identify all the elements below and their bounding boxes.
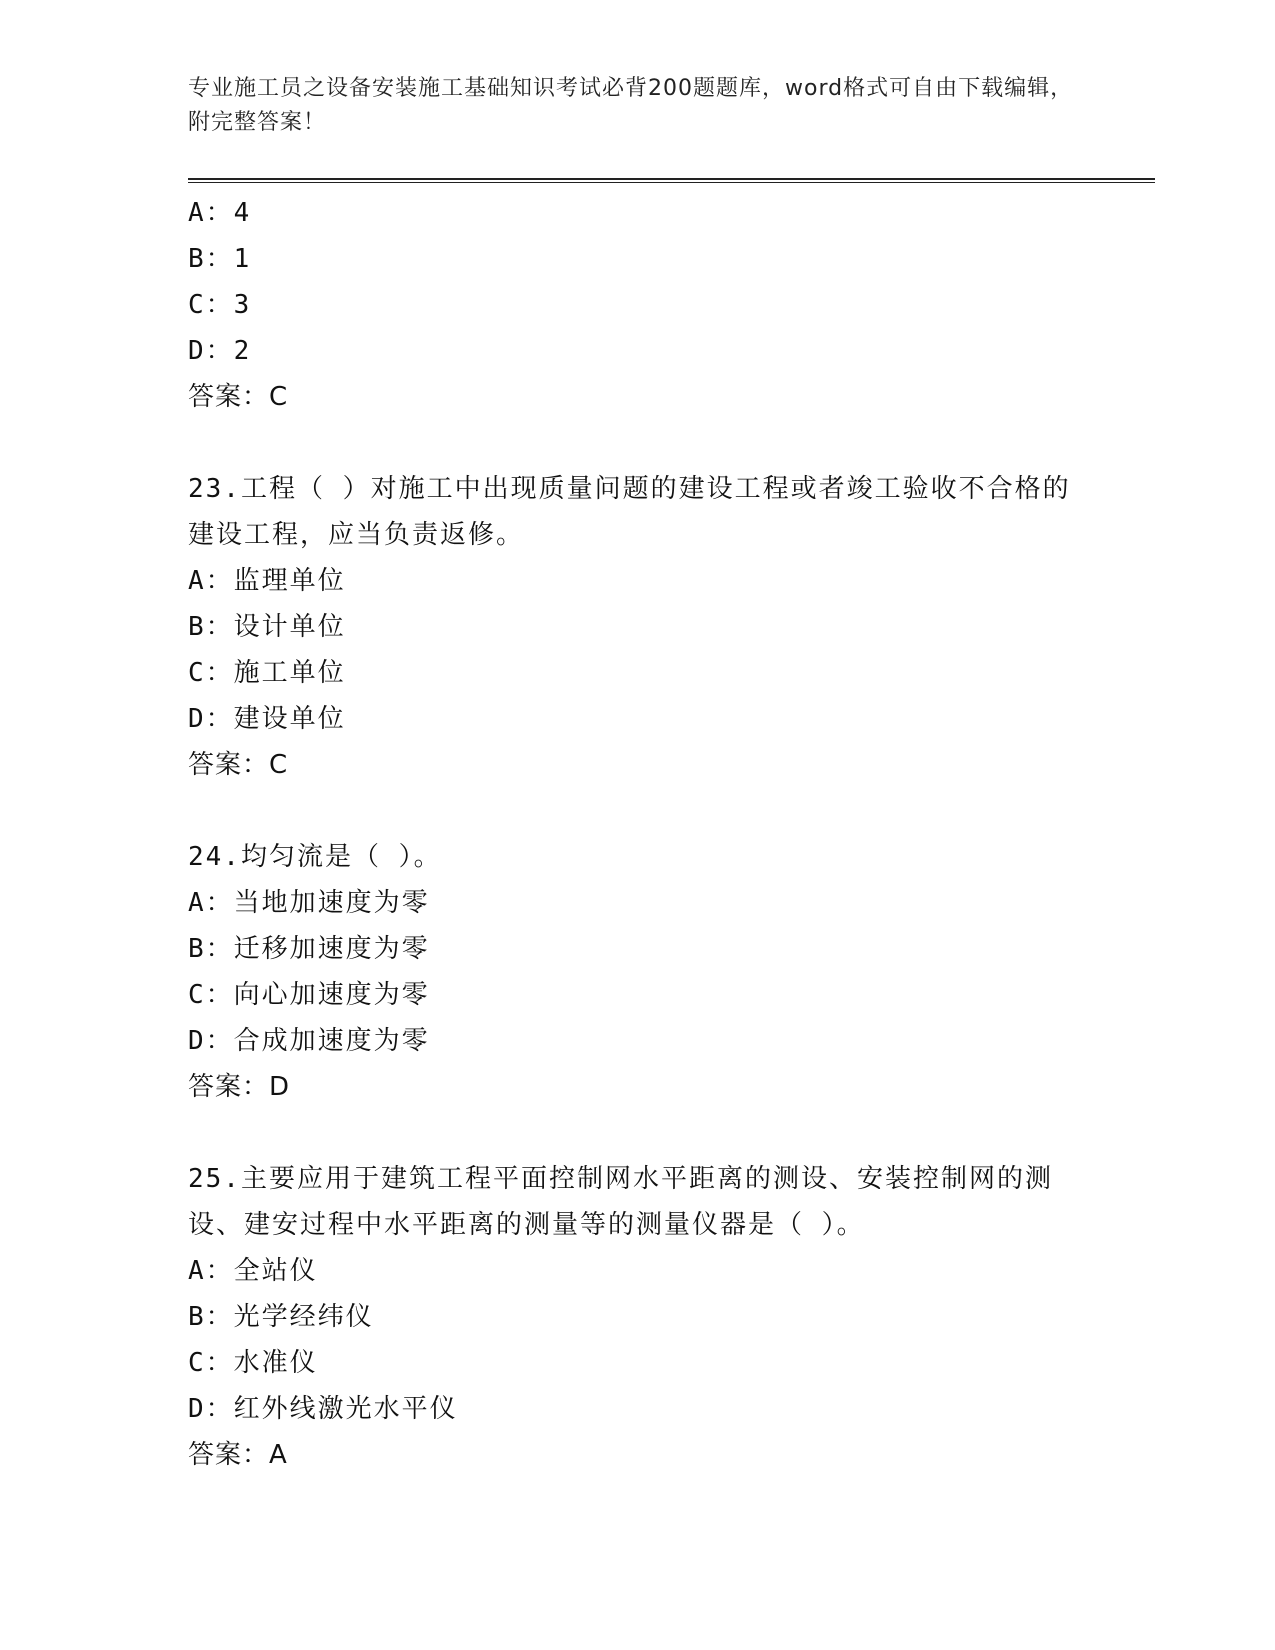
option-b: B：设计单位 [188, 612, 346, 642]
option-c: C：3 [188, 290, 252, 320]
answer: 答案：C [188, 750, 289, 780]
option-d: D：建设单位 [188, 704, 346, 734]
option-c: C：施工单位 [188, 658, 346, 688]
question-text: 23.工程（ ）对施工中出现质量问题的建设工程或者竣工验收不合格的建设工程，应当负责返修。 [188, 474, 1071, 550]
option-c: C：向心加速度为零 [188, 980, 430, 1010]
option-d: D：合成加速度为零 [188, 1026, 430, 1056]
answer: 答案：D [188, 1072, 291, 1102]
document-header [188, 72, 1088, 140]
question-text: 24.均匀流是（ ）。 [188, 842, 442, 872]
option-a: A：监理单位 [188, 566, 346, 596]
option-d: D：2 [188, 336, 252, 366]
option-b: B：光学经纬仪 [188, 1302, 374, 1332]
option-b: B：迁移加速度为零 [188, 934, 430, 964]
question-block [188, 834, 1088, 1110]
question-text: 25.主要应用于建筑工程平面控制网水平距离的测设、安装控制网的测设、建安过程中水平距离的测量等的测量仪器是（ ）。 [188, 1164, 1053, 1240]
answer: 答案：C [188, 382, 289, 412]
question-block [188, 1156, 1088, 1478]
question-block [188, 190, 1088, 420]
option-a: A：当地加速度为零 [188, 888, 430, 918]
header-divider [188, 178, 1155, 183]
option-b: B：1 [188, 244, 252, 274]
option-a: A：4 [188, 198, 252, 228]
question-list [188, 190, 1088, 1524]
option-a: A：全站仪 [188, 1256, 318, 1286]
question-block [188, 466, 1088, 788]
answer: 答案：A [188, 1440, 288, 1470]
option-d: D：红外线激光水平仪 [188, 1394, 458, 1424]
option-c: C：水准仪 [188, 1348, 318, 1378]
header-title: 专业施工员之设备安装施工基础知识考试必背200题题库，word格式可自由下载编辑，附完整答案！ [188, 76, 1074, 135]
